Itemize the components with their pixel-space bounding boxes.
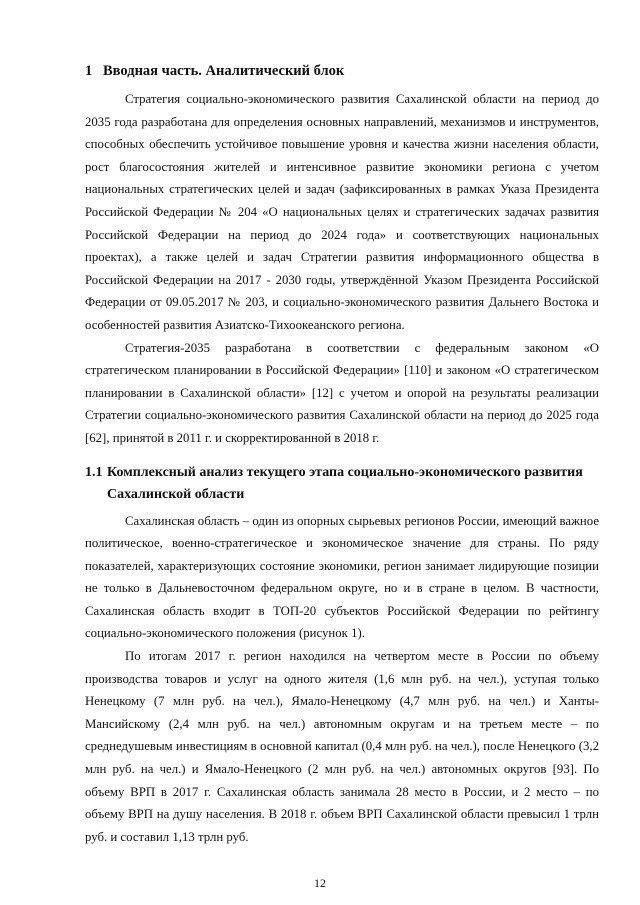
paragraph-2017-results: По итогам 2017 г. регион находился на четвертом месте в России по объему производства товаров и услуг на одного жителя (1,6 млн руб. на чел.), уступая только Ненецкому (7 млн руб. на чел.), Ямало-Ненецкому (4,7 млн руб. на чел.) и Ханты-Мансийскому (2,4 млн руб. на чел.) автономным округам и на третьем месте – по среднедушевым инвестициям в основной капитал (0,4 млн руб. на чел.), после Ненецкого (3,2 млн руб. на чел.) и Ямало-Ненецкого (2 млн руб. на чел.) автономных округов [93]. По объему ВРП в 2017 г. Сахалинская область занимала 28 место в России, и 2 место – по объему ВРП на душу населения. В 2018 г. объем ВРП Сахалинской области превысил 1 трлн руб. и составил 1,13 трлн руб. xyxy=(85,649,599,844)
paragraph-strategy-purpose: Стратегия социально-экономического развития Сахалинской области на период до 2035 года разработана для определения основных направлений, механизмов и инструментов, способных обеспечить устойчивое повышение уровня и качества жизни населения области, рост благосостояния жителей и интенсивное развитие экономики региона с учетом национальных стратегических целей и задач (зафиксированных в рамках Указа Президента Российской Федерации № 204 «О национальных целях и стратегических задачах развития Российской Федерации на период до 2024 года» и соответствующих национальных проектах), а также целей и задач Стратегии развития информационного общества в Российской Федерации на 2017 - 2030 годы, утверждённой Указом Президента Российской Федерации от 09.05.2017 № 203, и социально-экономического развития Дальнего Востока и особенностей развития Азиатско-Тихоокеанского региона. xyxy=(85,92,599,332)
paragraph-strategy-basis: Стратегия-2035 разработана в соответствии с федеральным законом «О стратегическом планировании в Российской Федерации» [110] и законом «О стратегическом планировании в Сахалинской области» [12] с учетом и опорой на результаты реализации Стратегии социально-экономического развития Сахалинской области на период до 2025 года [62], принятой в 2011 г. и скорректированной в 2018 г. xyxy=(85,340,599,445)
page-number: 12 xyxy=(314,876,326,890)
section-heading-1-1 xyxy=(85,462,599,506)
page-content xyxy=(85,60,599,848)
subsection-title: Комплексный анализ текущего этапа социально-экономического развития Сахалинской области xyxy=(107,464,583,502)
paragraph-region-overview: Сахалинская область – один из опорных сырьевых регионов России, имеющий важное политическое, военно-стратегическое и экономическое значение для страны. По ряду показателей, характеризующих состояние экономики, регион занимает лидирующие позиции не только в Дальневосточном федеральном округе, но и в стране в целом. В частности, Сахалинская область входит в ТОП-20 субъектов Российской Федерации по рейтингу социально-экономического положения (рисунок 1). xyxy=(85,513,599,641)
subsection-number: 1.1 xyxy=(85,464,103,480)
section-heading-1 xyxy=(85,60,599,82)
section-number: 1 xyxy=(85,63,93,79)
section-title: Вводная часть. Аналитический блок xyxy=(103,63,345,79)
